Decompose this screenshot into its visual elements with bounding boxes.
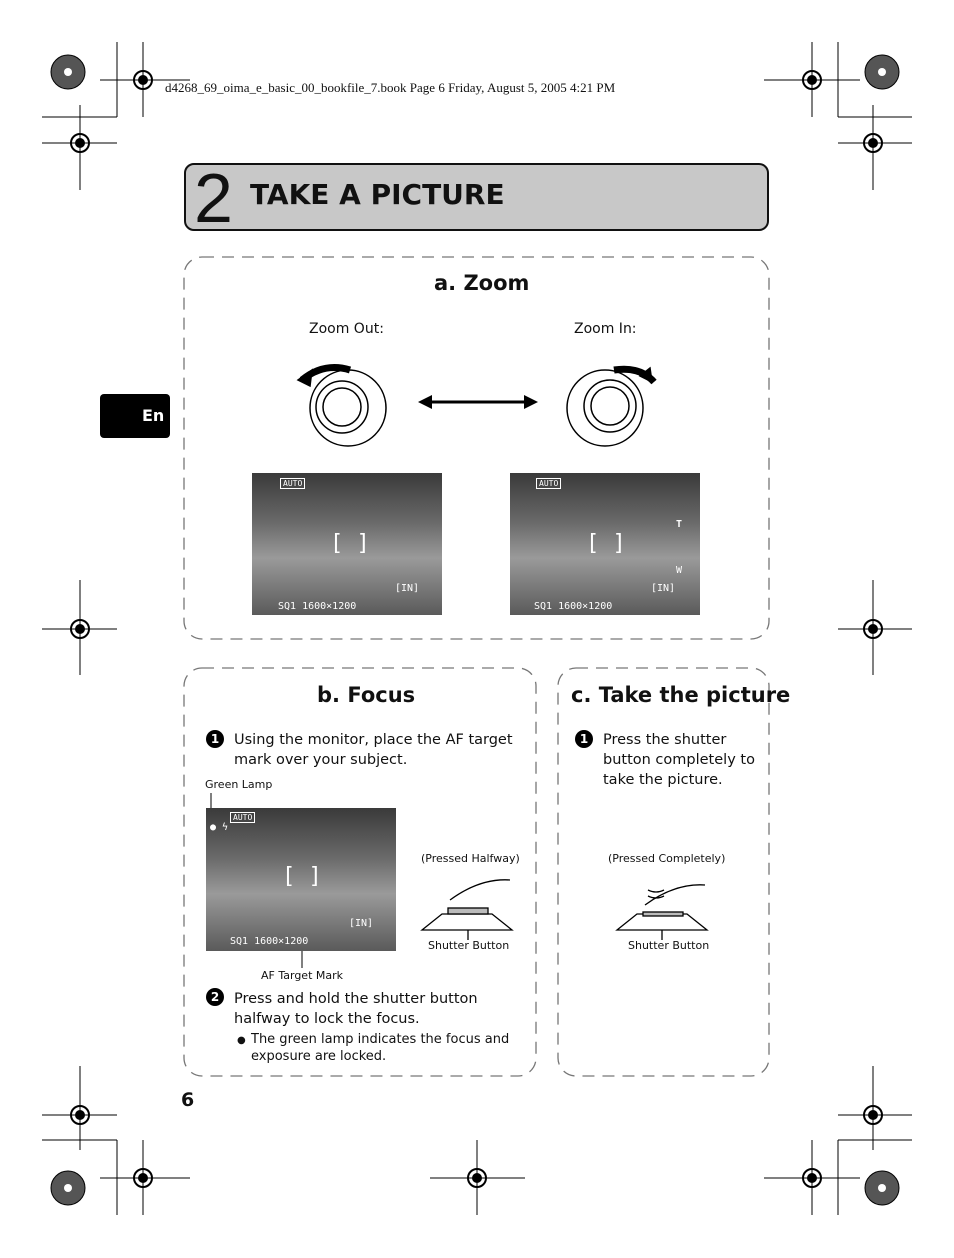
osd-memory: [IN] [651,583,676,594]
osd-memory: [IN] [349,918,374,929]
zoom-in-label: Zoom In: [574,321,637,337]
focus-step-1-number: 1 [206,730,224,748]
focus-step-2-text: Press and hold the shutter button halfway to lock the focus. [234,991,478,1027]
osd-memory: [IN] [395,583,420,594]
osd-quality: SQ1 1600×1200 [534,601,613,612]
focus-section-title: b. Focus [317,683,416,707]
pressed-halfway-label: (Pressed Halfway) [421,852,520,865]
osd-mode-icon: AUTO [280,478,305,489]
focus-step-2-number: 2 [206,988,224,1006]
zoom-out-label: Zoom Out: [309,321,384,337]
take-step-1-text: Press the shutter button completely to take the picture. [603,732,755,788]
focus-monitor-photo [206,808,396,951]
osd-quality: SQ1 1600×1200 [230,936,309,947]
focus-step-1-text: Using the monitor, place the AF target mark over your subject. [234,732,513,768]
zoom-bar-w: W [676,565,683,576]
green-lamp-icon: ● ϟ [210,822,229,833]
osd-mode-icon: AUTO [230,812,255,823]
green-lamp-label: Green Lamp [205,778,273,791]
shutter-completely-illustration [617,885,707,940]
bullet-icon: ● [237,1035,246,1046]
shutter-halfway-illustration [422,880,512,940]
take-section-title: c. Take the picture [571,683,791,707]
zoom-out-monitor-photo [252,473,442,615]
take-step-1-number: 1 [575,730,593,748]
zoom-bar-t: T [676,519,683,530]
page-number: 6 [181,1089,195,1111]
af-target-mark: [ ] [330,531,370,556]
osd-mode-icon: AUTO [536,478,561,489]
zoom-out-dial [298,368,386,446]
af-target-mark-label: AF Target Mark [261,969,344,982]
zoom-in-monitor-photo [510,473,700,615]
print-header: d4268_69_oima_e_basic_00_bookfile_7.book Page 6 Friday, August 5, 2005 4:21 PM [165,80,616,95]
af-target-mark: [ ] [282,864,322,889]
chapter-number: 2 [194,159,233,237]
focus-shutter-button-label: Shutter Button [428,939,510,952]
zoom-section-title: a. Zoom [434,271,530,295]
chapter-title: TAKE A PICTURE [250,178,505,211]
pressed-completely-label: (Pressed Completely) [608,852,726,865]
zoom-in-dial [567,368,654,446]
language-tab: En [100,394,170,438]
af-target-mark: [ ] [586,531,626,556]
osd-quality: SQ1 1600×1200 [278,601,357,612]
focus-bullet-text: The green lamp indicates the focus and exposure are locked. [251,1032,510,1064]
take-shutter-button-label: Shutter Button [628,939,710,952]
